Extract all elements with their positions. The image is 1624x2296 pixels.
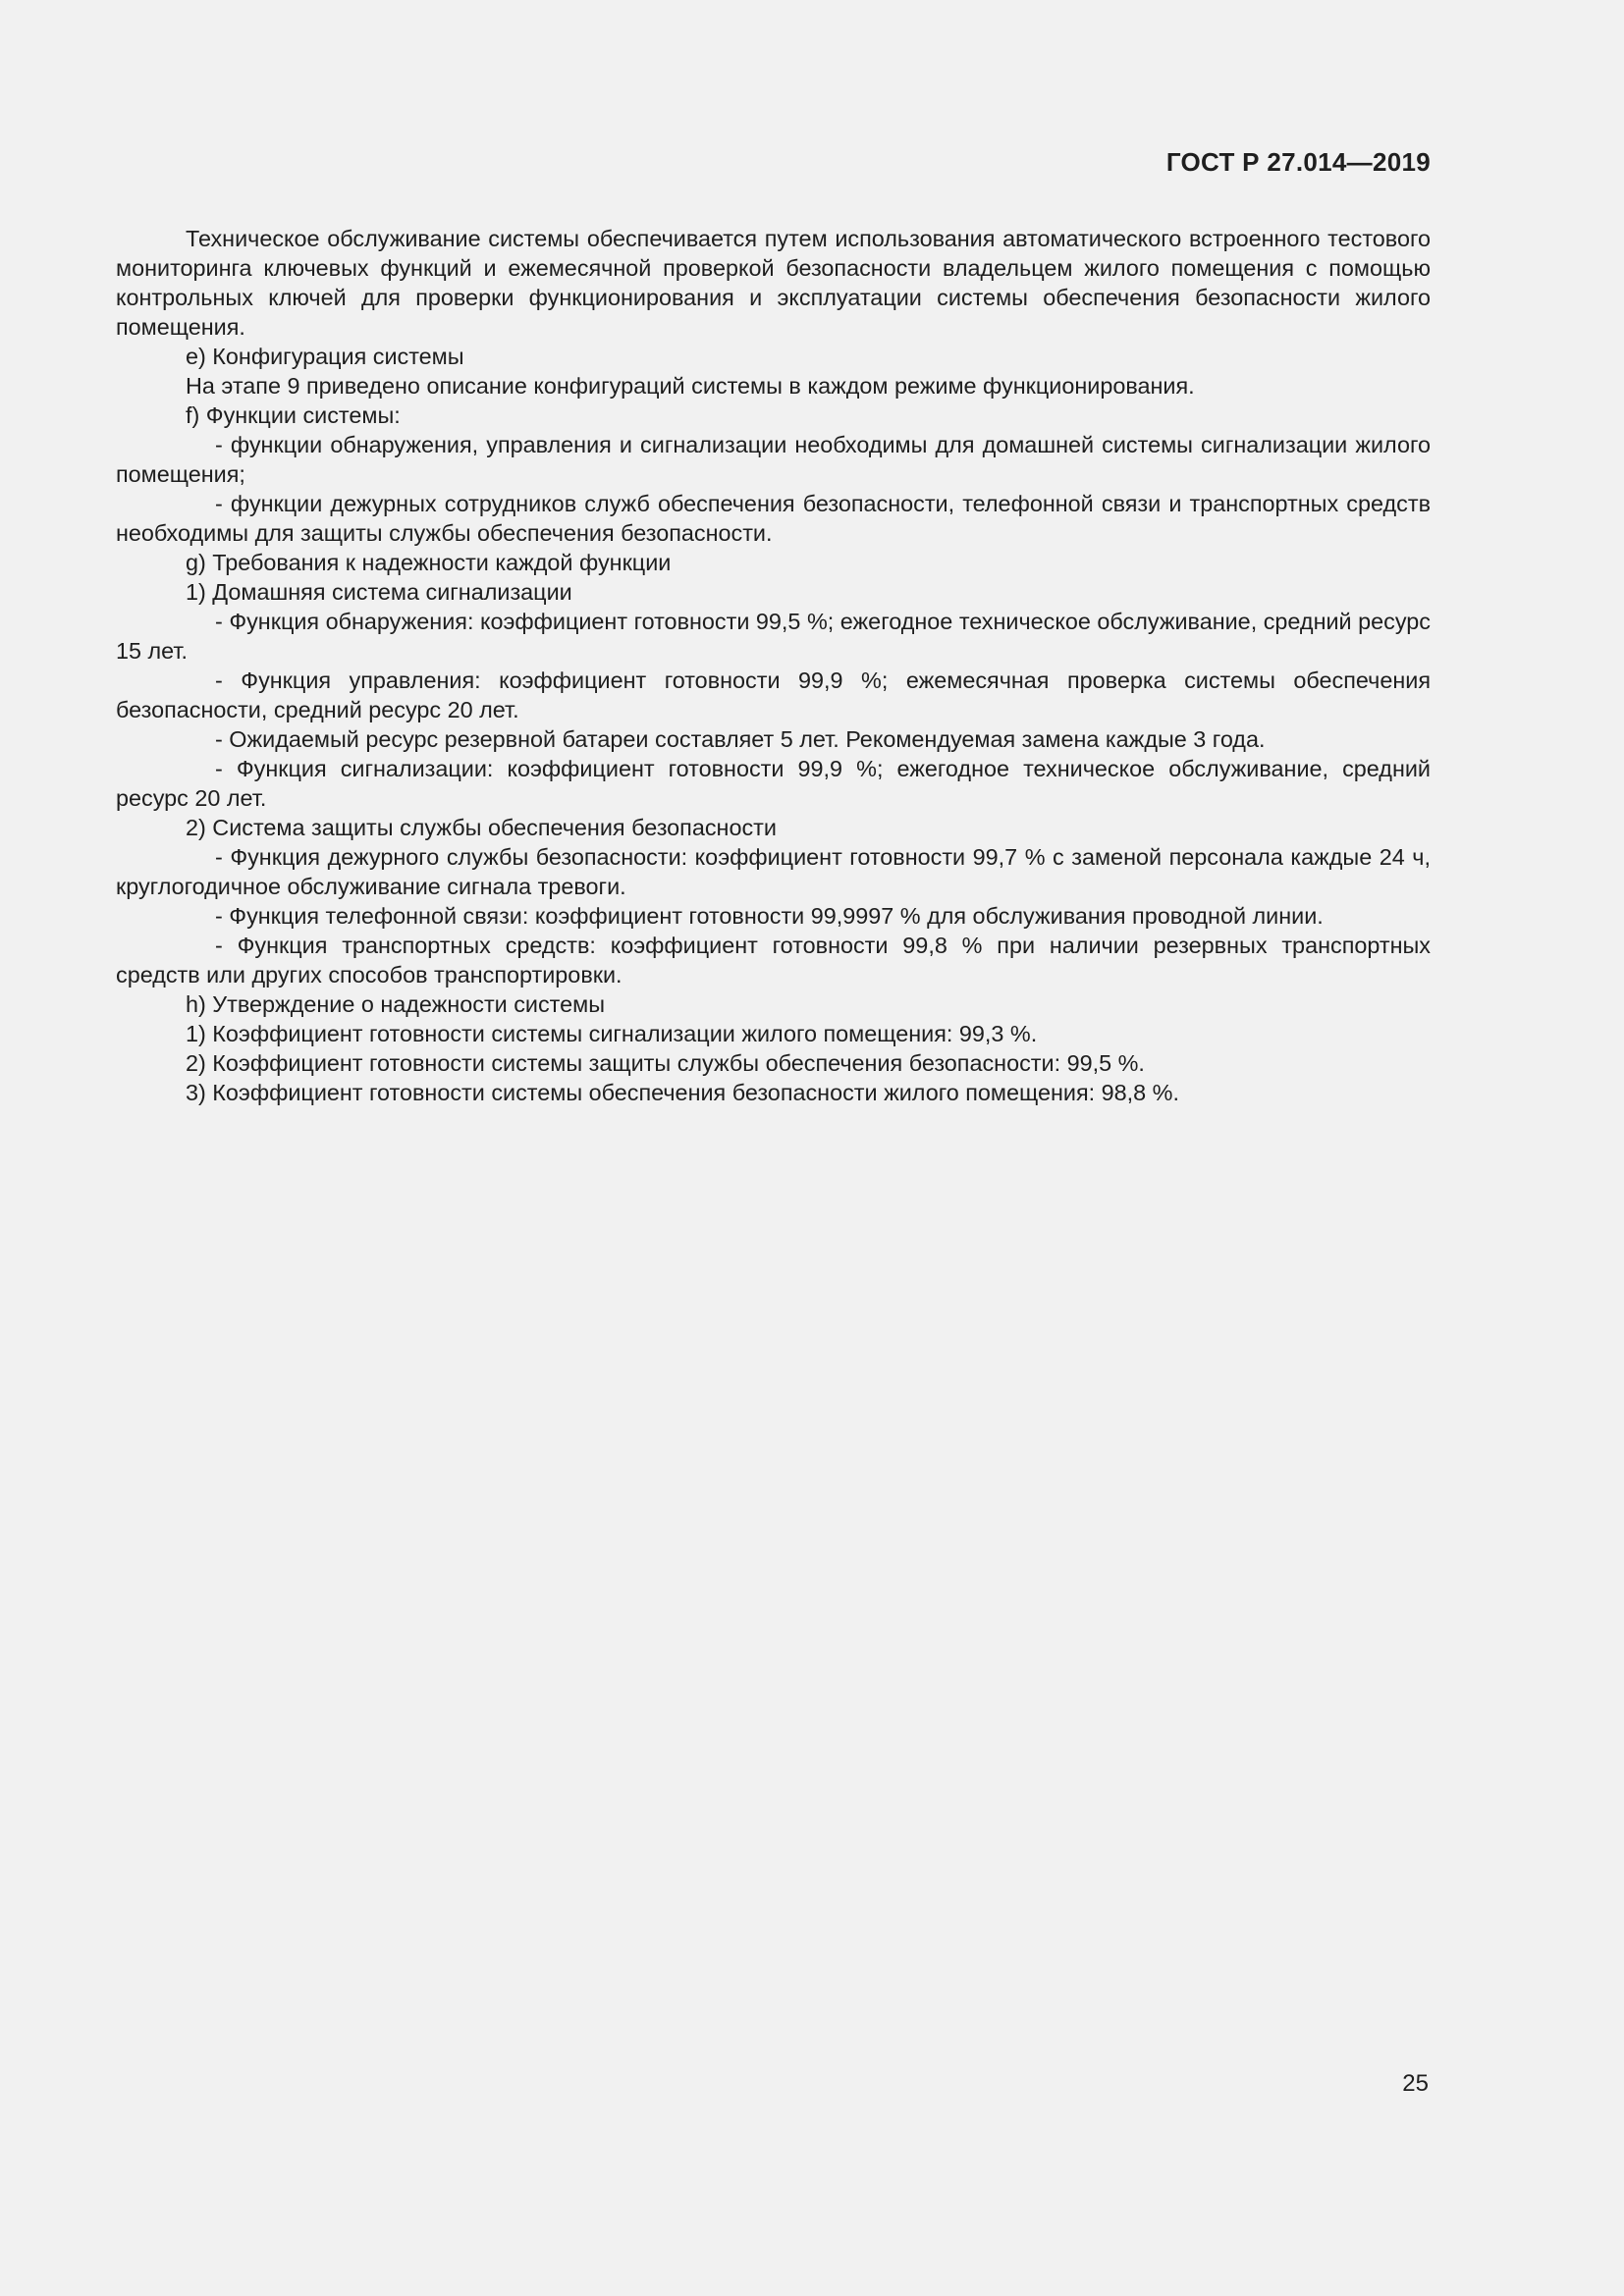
heading-system-configuration: e) Конфигурация системы (186, 344, 464, 369)
list-item-detection: - Функция обнаружения: коэффициент готовности 99,5 %; ежегодное техническое обслуживание, средний ресурс 15 лет. (116, 609, 1431, 664)
statement-item-1: 1) Коэффициент готовности системы сигнализации жилого помещения: 99,3 %. (186, 1021, 1038, 1046)
paragraph-maintenance: Техническое обслуживание системы обеспечивается путем использования автоматического встроенного тестового мониторинга ключевых функций и ежемесячной проверкой безопасности владельцем жилого помещения с помощью контрольных ключей для проверки функционирования и эксплуатации системы обеспечения безопасности жилого помещения. (116, 226, 1431, 340)
heading-system-functions: f) Функции системы: (186, 402, 401, 428)
heading-security-service-system: 2) Система защиты службы обеспечения безопасности (186, 815, 777, 840)
heading-reliability-requirements: g) Требования к надежности каждой функции (186, 550, 672, 575)
heading-home-alarm-system: 1) Домашняя система сигнализации (186, 579, 572, 605)
paragraph-configuration: На этапе 9 приведено описание конфигураций системы в каждом режиме функционирования. (186, 373, 1195, 399)
list-item-signaling: - Функция сигнализации: коэффициент готовности 99,9 %; ежегодное техническое обслуживание, средний ресурс 20 лет. (116, 756, 1431, 811)
list-item-duty-functions: - функции дежурных сотрудников служб обеспечения безопасности, телефонной связи и транспортных средств необходимы для защиты службы обеспечения безопасности. (116, 491, 1431, 546)
list-item-battery: - Ожидаемый ресурс резервной батареи составляет 5 лет. Рекомендуемая замена каждые 3 года. (215, 726, 1266, 752)
page-number: 25 (1402, 2070, 1429, 2097)
list-item-vehicles: - Функция транспортных средств: коэффициент готовности 99,8 % при наличии резервных транспортных средств или других способов транспортировки. (116, 933, 1431, 988)
document-code: ГОСТ Р 27.014—2019 (1165, 147, 1431, 177)
list-item-telephone: - Функция телефонной связи: коэффициент готовности 99,9997 % для обслуживания проводной линии. (215, 903, 1324, 929)
statement-item-2: 2) Коэффициент готовности системы защиты службы обеспечения безопасности: 99,5 %. (186, 1050, 1145, 1076)
list-item-control: - Функция управления: коэффициент готовности 99,9 %; ежемесячная проверка системы обеспечения безопасности, средний ресурс 20 лет. (116, 667, 1431, 722)
statement-item-3: 3) Коэффициент готовности системы обеспечения безопасности жилого помещения: 98,8 %. (186, 1080, 1179, 1105)
document-body (116, 224, 1431, 1107)
list-item-duty-officer: - Функция дежурного службы безопасности: коэффициент готовности 99,7 % с заменой персонала каждые 24 ч, круглогодичное обслуживание сигнала тревоги. (116, 844, 1431, 899)
heading-reliability-statement: h) Утверждение о надежности системы (186, 991, 606, 1017)
list-item-detection-functions: - функции обнаружения, управления и сигнализации необходимы для домашней системы сигнализации жилого помещения; (116, 432, 1431, 487)
